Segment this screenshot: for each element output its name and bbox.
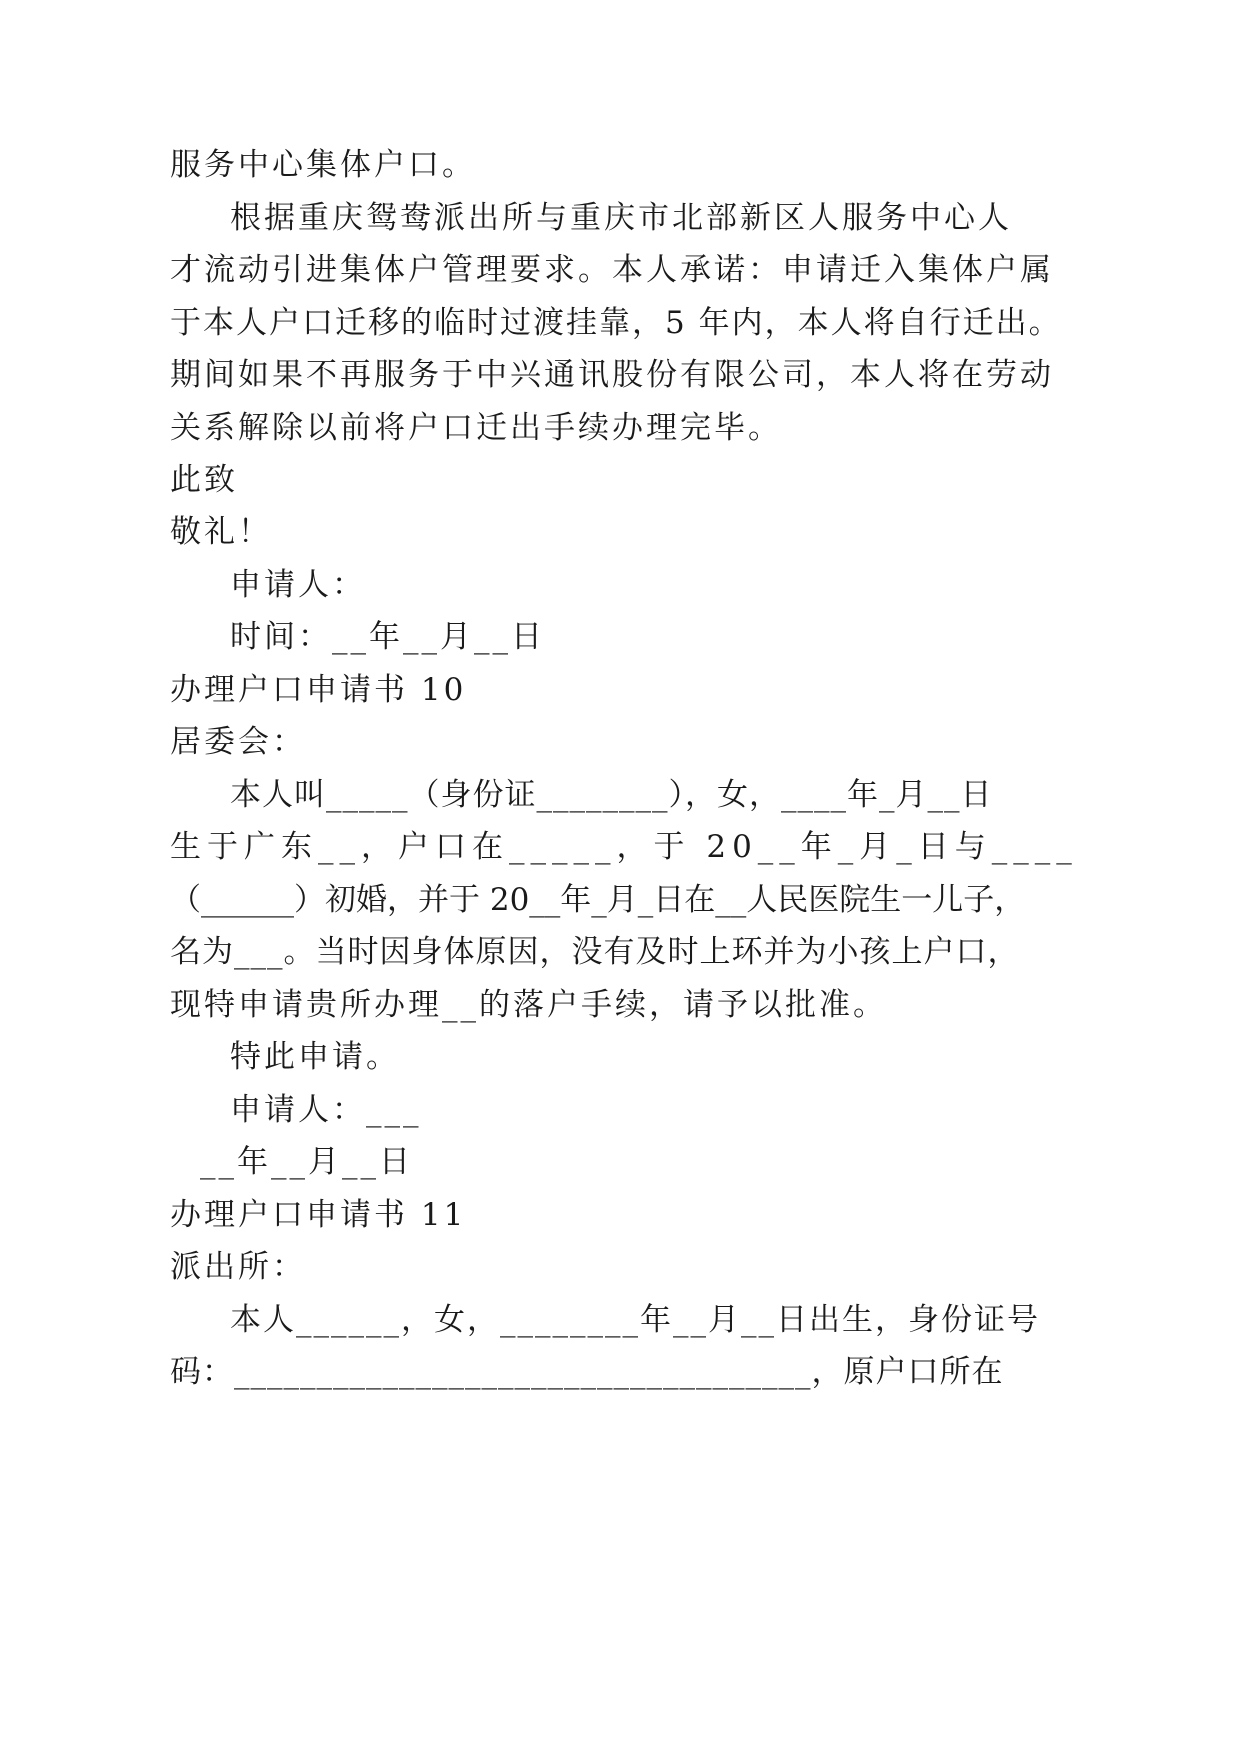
text-line: 申请人： [230,567,366,603]
section-heading: 办理户口申请书 10 [170,672,467,708]
text-line: 现特申请贵所办理__的落户手续，请予以批准。 [170,987,887,1023]
text-line: 于本人户口迁移的临时过渡挂靠，5 年内，本人将自行迁出。 [170,305,1062,341]
text-line: 才流动引进集体户管理要求。本人承诺：申请迁入集体户属 [170,252,1054,288]
text-line: 本人______，女，________年__月__日出生，身份证号 [230,1302,1040,1338]
text-line: 派出所： [170,1249,306,1285]
text-line: （______）初婚，并于 20__年_月_日在__人民医院生一儿子， [170,882,1026,918]
section-heading: 办理户口申请书 11 [170,1197,467,1233]
text-line: 关系解除以前将户口迁出手续办理完毕。 [170,410,782,446]
text-line: 生于广东__，户口在_____，于 20__年_月_日与____ [170,829,1078,865]
text-line: 特此申请。 [230,1039,400,1075]
text-line: 码：___________________________________，原户口所在 [170,1354,1004,1390]
text-line: 本人叫_____（身份证________），女，____年_月__日 [230,777,993,813]
text-line: 名为___。当时因身体原因，没有及时上环并为小孩上户口， [170,934,1020,970]
text-line: 居委会： [170,724,306,760]
text-line: 敬礼！ [170,514,272,550]
text-line: __年__月__日 [200,1144,413,1180]
text-line: 申请人：___ [230,1092,422,1128]
text-line: 时间：__年__月__日 [230,619,545,655]
text-line: 期间如果不再服务于中兴通讯股份有限公司，本人将在劳动 [170,357,1054,393]
text-line: 服务中心集体户口。 [170,147,476,183]
text-line: 此致 [170,462,238,498]
text-line: 根据重庆鸳鸯派出所与重庆市北部新区人服务中心人 [230,200,1012,236]
